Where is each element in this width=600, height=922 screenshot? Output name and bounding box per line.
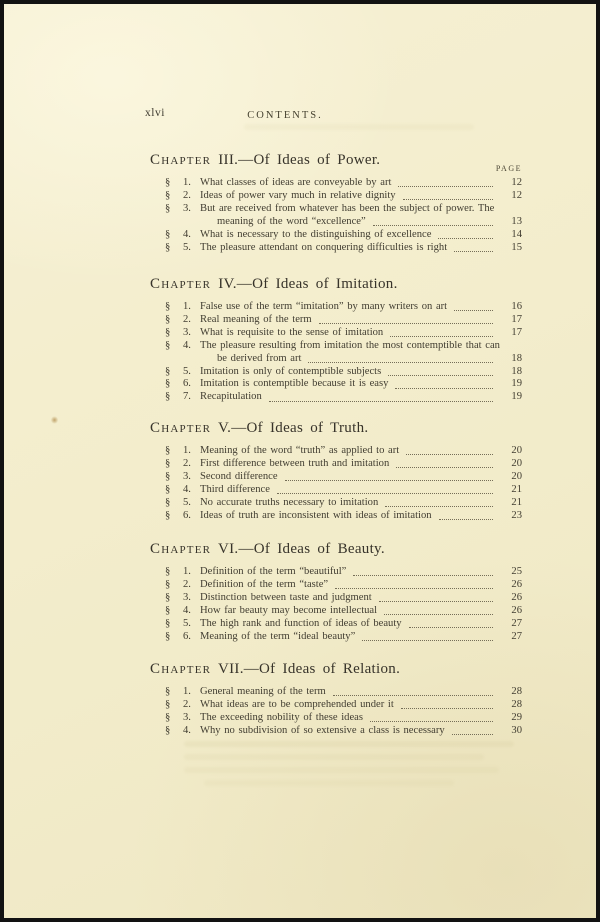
section-mark: § <box>165 445 171 456</box>
section-mark: § <box>165 326 171 338</box>
dotted-leader <box>373 216 493 226</box>
toc-entry <box>150 631 522 644</box>
toc-entry <box>150 458 522 471</box>
chapter-entries <box>150 301 522 404</box>
section-number: 4. <box>183 483 191 495</box>
entry-text: Definition of the term “taste” <box>200 578 329 590</box>
entry-line <box>200 605 522 618</box>
section-number: 3. <box>183 711 191 723</box>
entry-line <box>200 686 522 699</box>
dotted-leader <box>269 391 493 401</box>
entry-body <box>200 497 522 510</box>
section-number: 3. <box>183 591 191 603</box>
page-number: 12 <box>511 177 522 188</box>
entry-text: What classes of ideas are conveyable by art <box>200 177 392 188</box>
entry-body <box>200 458 522 471</box>
entry-line <box>200 445 522 458</box>
chapter-entries <box>150 686 522 738</box>
dotted-leader <box>439 510 493 520</box>
toc-entry <box>150 712 522 725</box>
chapter-block <box>150 660 522 738</box>
toc-entry <box>150 177 522 190</box>
entry-body <box>200 510 522 523</box>
toc-entry <box>150 510 522 523</box>
section-number: 5. <box>183 241 191 253</box>
section-number: 2. <box>183 698 191 710</box>
dotted-leader <box>362 631 493 641</box>
page-number: 20 <box>511 470 522 482</box>
entry-line-continuation <box>200 353 522 366</box>
section-number: 5. <box>183 617 191 629</box>
section-mark: § <box>165 509 171 521</box>
entry-body <box>200 203 522 229</box>
entry-body <box>200 378 522 391</box>
dotted-leader <box>277 484 493 494</box>
section-number: 1. <box>183 566 191 577</box>
entry-body <box>200 631 522 644</box>
chapter-block <box>150 419 522 522</box>
entry-body <box>200 566 522 579</box>
show-through-artifact <box>184 741 514 747</box>
dotted-leader <box>319 314 493 324</box>
dotted-leader <box>308 353 493 363</box>
page-number: 28 <box>511 686 522 697</box>
entry-body <box>200 242 522 255</box>
toc-entry <box>150 378 522 391</box>
page-number: 30 <box>511 724 522 736</box>
entry-line <box>200 177 522 190</box>
entry-line <box>200 471 522 484</box>
section-mark: § <box>165 241 171 253</box>
dotted-leader <box>285 471 493 481</box>
dotted-leader <box>409 618 493 628</box>
page-number: 12 <box>511 189 522 201</box>
entry-body <box>200 686 522 699</box>
dotted-leader <box>403 190 493 200</box>
chapter-block <box>150 151 522 254</box>
chapter-entries <box>150 177 522 254</box>
entry-body <box>200 618 522 631</box>
chapter-heading <box>150 660 522 679</box>
section-number: 5. <box>183 365 191 377</box>
section-number: 6. <box>183 378 191 390</box>
entry-line <box>200 618 522 631</box>
dotted-leader <box>379 592 493 602</box>
page-number: 17 <box>511 313 522 325</box>
entry-line <box>200 203 522 216</box>
chapter-word: Chapter <box>150 276 212 292</box>
entry-line <box>200 484 522 497</box>
foxing-spot <box>51 416 58 424</box>
entry-line <box>200 699 522 712</box>
toc-entry <box>150 229 522 242</box>
dotted-leader <box>438 229 493 239</box>
section-number: 2. <box>183 578 191 590</box>
section-number: 1. <box>183 301 191 312</box>
section-mark: § <box>165 391 171 403</box>
entry-text: First difference between truth and imitation <box>200 457 390 469</box>
page-number: 13 <box>511 215 522 227</box>
entry-text: be derived from art <box>217 352 302 364</box>
entry-line <box>200 566 522 579</box>
chapter-heading <box>150 540 522 559</box>
section-number: 2. <box>183 189 191 201</box>
section-mark: § <box>165 591 171 603</box>
chapter-block <box>150 275 522 404</box>
section-number: 1. <box>183 177 191 188</box>
entry-text: Why no subdivision of so extensive a class is necessary <box>200 724 445 736</box>
entry-text: Meaning of the term “ideal beauty” <box>200 630 356 642</box>
section-mark: § <box>165 686 171 697</box>
dotted-leader <box>333 686 493 696</box>
entry-text: Definition of the term “beautiful” <box>200 566 347 577</box>
entry-line <box>200 391 522 404</box>
dotted-leader <box>406 445 493 455</box>
section-mark: § <box>165 339 171 351</box>
dotted-leader <box>452 725 493 735</box>
section-mark: § <box>165 496 171 508</box>
entry-body <box>200 579 522 592</box>
entry-text: The pleasure resulting from imitation the most contemptible that can <box>200 339 500 351</box>
section-number: 1. <box>183 445 191 456</box>
page-number: 21 <box>511 483 522 495</box>
entry-body <box>200 484 522 497</box>
toc-entry <box>150 471 522 484</box>
dotted-leader <box>385 497 493 507</box>
section-mark: § <box>165 228 171 240</box>
toc-entry <box>150 605 522 618</box>
entry-text: But are received from whatever has been the subject of power. The <box>200 202 495 214</box>
dotted-leader <box>353 566 493 576</box>
chapter-word: Chapter <box>150 420 212 436</box>
entry-body <box>200 445 522 458</box>
show-through-artifact <box>184 767 499 773</box>
page-number: 21 <box>511 496 522 508</box>
toc-entry <box>150 579 522 592</box>
entry-line <box>200 378 522 391</box>
entry-body <box>200 229 522 242</box>
entry-text: Ideas of power vary much in relative dignity <box>200 189 396 201</box>
section-mark: § <box>165 711 171 723</box>
entry-line <box>200 458 522 471</box>
section-number: 6. <box>183 509 191 521</box>
section-number: 4. <box>183 724 191 736</box>
section-mark: § <box>165 378 171 390</box>
entry-text: The exceeding nobility of these ideas <box>200 711 363 723</box>
section-number: 4. <box>183 228 191 240</box>
dotted-leader <box>335 579 493 589</box>
toc-entry <box>150 327 522 340</box>
page-number: 29 <box>511 711 522 723</box>
entry-body <box>200 301 522 314</box>
entry-body <box>200 592 522 605</box>
page-number: 17 <box>511 326 522 338</box>
page-number: 19 <box>511 391 522 403</box>
dotted-leader <box>390 327 493 337</box>
dotted-leader <box>388 366 493 376</box>
page-number: 16 <box>511 301 522 312</box>
chapter-entries <box>150 445 522 522</box>
entry-text: How far beauty may become intellectual <box>200 604 378 616</box>
toc-entry <box>150 203 522 229</box>
section-number: 3. <box>183 470 191 482</box>
entry-body <box>200 712 522 725</box>
show-through-artifact <box>184 754 484 760</box>
entry-line <box>200 592 522 605</box>
toc-entry <box>150 391 522 404</box>
page-number: 14 <box>511 228 522 240</box>
section-mark: § <box>165 313 171 325</box>
entry-line <box>200 327 522 340</box>
toc-entry <box>150 301 522 314</box>
chapter-title: VI.—Of Ideas of Beauty. <box>217 541 385 557</box>
toc-entry <box>150 686 522 699</box>
entry-text: False use of the term “imitation” by many writers on art <box>200 301 448 312</box>
toc-entry <box>150 725 522 738</box>
entry-line <box>200 579 522 592</box>
dotted-leader <box>396 458 493 468</box>
section-mark: § <box>165 470 171 482</box>
dotted-leader <box>395 378 493 388</box>
entry-line <box>200 725 522 738</box>
chapter-heading <box>150 419 522 438</box>
section-number: 4. <box>183 339 191 351</box>
section-number: 2. <box>183 457 191 469</box>
toc-entry <box>150 190 522 203</box>
section-number: 1. <box>183 686 191 697</box>
section-mark: § <box>165 189 171 201</box>
entry-body <box>200 190 522 203</box>
entry-text: Third difference <box>200 483 270 495</box>
entry-text: The high rank and function of ideas of beauty <box>200 617 402 629</box>
chapter-heading <box>150 151 522 170</box>
entry-line <box>200 190 522 203</box>
chapter-title: V.—Of Ideas of Truth. <box>217 420 369 436</box>
page-number: 27 <box>511 617 522 629</box>
section-number: 5. <box>183 496 191 508</box>
section-mark: § <box>165 301 171 312</box>
section-mark: § <box>165 365 171 377</box>
chapter-block <box>150 540 522 643</box>
toc-entry <box>150 618 522 631</box>
running-head: CONTENTS. <box>247 110 323 121</box>
page-number: 20 <box>511 445 522 456</box>
entry-line <box>200 510 522 523</box>
entry-line <box>200 366 522 379</box>
entry-body <box>200 366 522 379</box>
section-number: 3. <box>183 326 191 338</box>
section-mark: § <box>165 202 171 214</box>
entry-text: No accurate truths necessary to imitation <box>200 496 379 508</box>
entry-text: Second difference <box>200 470 278 482</box>
entry-line <box>200 497 522 510</box>
entry-body <box>200 699 522 712</box>
toc-entry <box>150 242 522 255</box>
book-page <box>4 4 596 918</box>
toc-entry <box>150 566 522 579</box>
page-number: 26 <box>511 578 522 590</box>
folio-number: xlvi <box>145 107 165 119</box>
page-number: 27 <box>511 630 522 642</box>
section-number: 6. <box>183 630 191 642</box>
entry-text: The pleasure attendant on conquering difficulties is right <box>200 241 448 253</box>
section-mark: § <box>165 617 171 629</box>
section-number: 7. <box>183 391 191 403</box>
section-number: 3. <box>183 202 191 214</box>
toc-entry <box>150 314 522 327</box>
entry-text: Distinction between taste and judgment <box>200 591 372 603</box>
entry-body <box>200 314 522 327</box>
toc-entry <box>150 699 522 712</box>
toc-entry <box>150 592 522 605</box>
entry-text: meaning of the word “excellence” <box>217 215 366 227</box>
page-number: 28 <box>511 698 522 710</box>
chapter-word: Chapter <box>150 661 212 677</box>
chapter-word: Chapter <box>150 541 212 557</box>
section-number: 4. <box>183 604 191 616</box>
section-mark: § <box>165 630 171 642</box>
entry-text: Imitation is only of contemptible subjects <box>200 365 382 377</box>
entry-line <box>200 340 522 353</box>
page-number: 26 <box>511 591 522 603</box>
entry-body <box>200 340 522 366</box>
page-number: 19 <box>511 378 522 390</box>
section-number: 2. <box>183 313 191 325</box>
entry-text: Ideas of truth are inconsistent with ideas of imitation <box>200 509 432 521</box>
section-mark: § <box>165 578 171 590</box>
entry-line <box>200 242 522 255</box>
dotted-leader <box>398 177 493 187</box>
section-mark: § <box>165 604 171 616</box>
toc-entry <box>150 484 522 497</box>
section-mark: § <box>165 483 171 495</box>
entry-text: Recapitulation <box>200 391 262 403</box>
entry-body <box>200 605 522 618</box>
toc-entry <box>150 497 522 510</box>
entry-text: Meaning of the word “truth” as applied to art <box>200 445 400 456</box>
entry-body <box>200 471 522 484</box>
page-number: 18 <box>511 365 522 377</box>
entry-line <box>200 314 522 327</box>
page-number: 18 <box>511 352 522 364</box>
entry-line <box>200 712 522 725</box>
section-mark: § <box>165 698 171 710</box>
entry-text: What is requisite to the sense of imitation <box>200 326 384 338</box>
chapter-title: III.—Of Ideas of Power. <box>218 152 381 168</box>
chapter-word: Chapter <box>150 152 212 168</box>
entry-text: What is necessary to the distinguishing of excellence <box>200 228 432 240</box>
section-mark: § <box>165 724 171 736</box>
section-mark: § <box>165 457 171 469</box>
entry-line-continuation <box>200 216 522 229</box>
page-number: 26 <box>511 604 522 616</box>
page-number: 15 <box>511 241 522 253</box>
entry-line <box>200 229 522 242</box>
entry-text: What ideas are to be comprehended under it <box>200 698 394 710</box>
chapter-heading <box>150 275 522 294</box>
chapter-title: IV.—Of Ideas of Imitation. <box>218 276 398 292</box>
entry-text: Real meaning of the term <box>200 313 312 325</box>
entry-line <box>200 631 522 644</box>
show-through-artifact <box>204 780 454 786</box>
dotted-leader <box>384 605 493 615</box>
dotted-leader <box>454 301 493 311</box>
toc-entry <box>150 445 522 458</box>
dotted-leader <box>454 242 493 252</box>
page-number: 20 <box>511 457 522 469</box>
entry-body <box>200 177 522 190</box>
entry-line <box>200 301 522 314</box>
dotted-leader <box>401 699 493 709</box>
chapter-title: VII.—Of Ideas of Relation. <box>217 661 401 677</box>
chapter-entries <box>150 566 522 643</box>
entry-body <box>200 391 522 404</box>
toc-entry <box>150 340 522 366</box>
page-column-label: PAGE <box>495 164 522 173</box>
show-through-artifact <box>244 124 474 130</box>
toc-entry <box>150 366 522 379</box>
entry-body <box>200 725 522 738</box>
entry-text: Imitation is contemptible because it is easy <box>200 378 389 390</box>
page-number: 23 <box>511 509 522 521</box>
section-mark: § <box>165 566 171 577</box>
page-number: 25 <box>511 566 522 577</box>
entry-body <box>200 327 522 340</box>
entry-text: General meaning of the term <box>200 686 326 697</box>
section-mark: § <box>165 177 171 188</box>
dotted-leader <box>370 712 493 722</box>
